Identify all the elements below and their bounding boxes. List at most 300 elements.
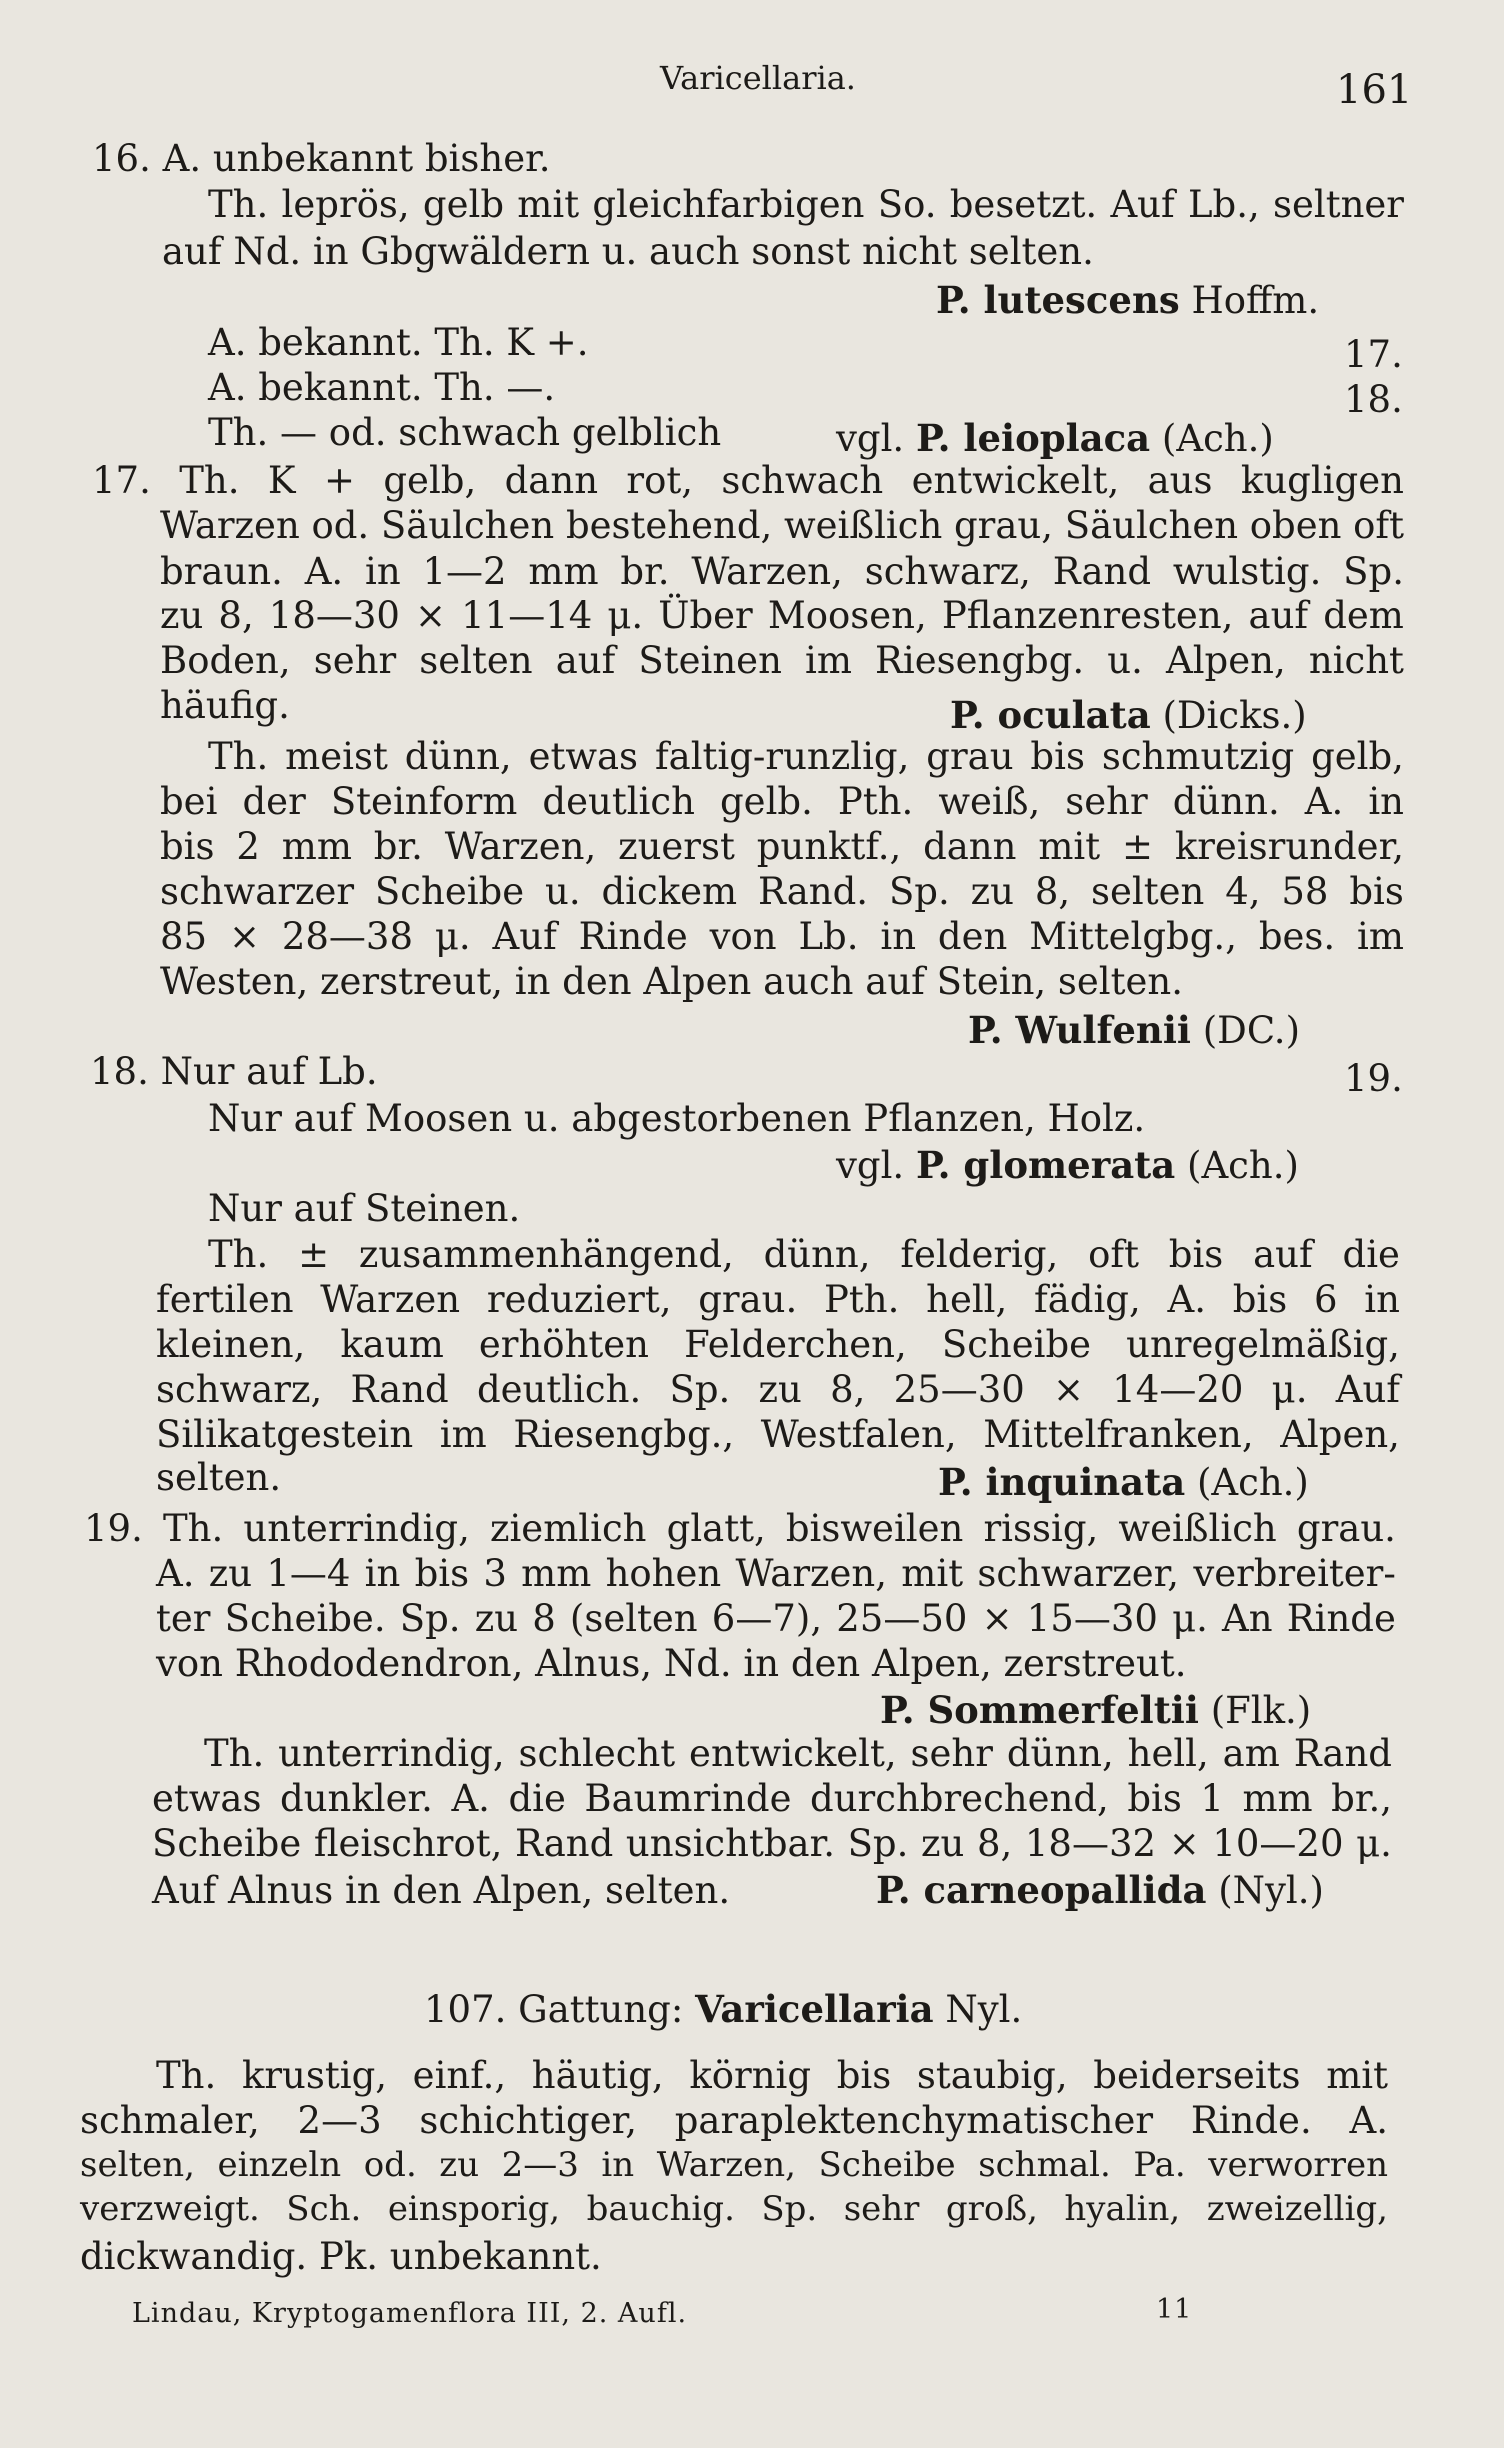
word: μ. [434, 915, 471, 958]
word: 8, [218, 594, 254, 637]
word: auf [1253, 1233, 1313, 1276]
word: Warzen, [444, 825, 597, 868]
word: einsporig, [387, 2189, 561, 2229]
word: oben [1249, 504, 1342, 547]
text-line [160, 594, 1404, 637]
word: × [981, 1597, 1013, 1640]
word: zuerst [618, 825, 735, 868]
word: Rand [515, 1822, 614, 1865]
word: die [508, 1777, 566, 1820]
word: punktf., [756, 825, 902, 868]
word: Felderchen, [684, 1323, 907, 1366]
word: × [1053, 1368, 1085, 1411]
word: od. [311, 504, 370, 547]
word: Moosen, [767, 594, 927, 637]
word: u. [1107, 639, 1143, 682]
word: gleichfarbigen [592, 183, 865, 226]
word: dünn, [1006, 1732, 1114, 1775]
word: A. [451, 1777, 490, 1820]
word: oft [1088, 1233, 1139, 1276]
word: durchbrechend, [810, 1777, 1109, 1820]
word: Mittelgbg., [1029, 915, 1237, 958]
key-line-19 [84, 1507, 1396, 1550]
word: 25—30 [893, 1368, 1025, 1411]
word: paraplektenchymatischer [674, 2099, 1154, 2142]
word: (selten [569, 1597, 698, 1640]
word: 8, [830, 1368, 866, 1411]
text-line: Westen, zerstreut, in den Alpen auch auf Stein, selten. [160, 960, 1183, 1003]
word: mit [1326, 2054, 1388, 2097]
text-line [156, 1278, 1400, 1321]
word: bis [1030, 735, 1085, 778]
word: zusammenhängend, [358, 1233, 734, 1276]
species-name: P. oculata [950, 693, 1151, 737]
word: Säulchen [1064, 504, 1239, 547]
word: oft [1353, 504, 1404, 547]
word: auf [1248, 594, 1309, 637]
species-line [836, 1143, 1299, 1187]
word: in [1364, 1278, 1400, 1321]
species-author: (Flk.) [1210, 1689, 1312, 1732]
word: bis [160, 825, 215, 868]
word: groß, [945, 2189, 1038, 2229]
word: Über [658, 594, 753, 637]
word: Sp. [761, 2189, 818, 2229]
key-ref: 19. [1344, 1057, 1403, 1100]
word: gelb, [1311, 735, 1404, 778]
word: mm [281, 825, 352, 868]
word: etwas [152, 1777, 262, 1820]
word: zu [208, 1552, 253, 1595]
word: Th. [208, 735, 269, 778]
word: Säulchen [380, 504, 555, 547]
word: hohen [605, 1552, 722, 1595]
word: zu [921, 1822, 965, 1865]
word: den [937, 915, 1008, 958]
word: von [709, 915, 777, 958]
word: A. [1349, 2099, 1388, 2142]
word: An [1222, 1597, 1273, 1640]
species-line [950, 693, 1307, 737]
word: zweizellig, [1206, 2189, 1388, 2229]
word: 18—30 [268, 594, 400, 637]
word: schwarz, [864, 550, 1031, 593]
text-line [160, 504, 1404, 547]
word: ter [156, 1597, 211, 1640]
word: schmal. [978, 2145, 1111, 2185]
text-line: von Rhododendron, Alnus, Nd. in den Alpen, zerstreut. [156, 1642, 1187, 1685]
word: 6—7), [711, 1597, 823, 1640]
word: am [1222, 1732, 1280, 1775]
word: Scheibe [818, 2145, 956, 2185]
word: × [1168, 1822, 1200, 1865]
word: Rinde [578, 915, 688, 958]
word: deutlich [542, 780, 695, 823]
text-line [156, 2054, 1388, 2097]
key-ref: 18. [1344, 378, 1403, 421]
word: Rinde [1286, 1597, 1396, 1640]
word: seltner [1272, 183, 1404, 226]
species-name: P. leioplaca [915, 416, 1151, 460]
section-heading [424, 1987, 1023, 2031]
word: kugligen [1240, 459, 1404, 502]
word: unterrindig, [278, 1732, 505, 1775]
word: in [365, 550, 401, 593]
word: Silikatgestein [156, 1413, 414, 1456]
word: Steinform [330, 780, 518, 823]
species-line [880, 1688, 1312, 1732]
word: schmaler, [80, 2099, 260, 2142]
word: Warzen [160, 504, 300, 547]
word: aus [1147, 459, 1213, 502]
word: 1—4 [266, 1552, 351, 1595]
word: hell, [926, 1278, 1008, 1321]
word: × [415, 594, 447, 637]
key-option: A. bekannt. Th. K +. [208, 321, 589, 364]
word: auf [555, 639, 616, 682]
word: grau [926, 735, 1014, 778]
page-number: 161 [1336, 67, 1413, 113]
word: Scheibe [374, 870, 525, 913]
word: ± [298, 1233, 330, 1276]
section-number: 107. Gattung: [424, 1988, 684, 2031]
word: weißlich [783, 504, 943, 547]
word: mm [528, 550, 599, 593]
text-line [208, 183, 1404, 226]
genus-name: Varicellaria [695, 1987, 934, 2031]
word: + [323, 459, 355, 502]
word: Sp. [1343, 550, 1404, 593]
species-line [876, 1868, 1324, 1912]
word: Sp. [888, 870, 950, 913]
word: Warzen [320, 1278, 461, 1321]
text-line [152, 1777, 1392, 1820]
word: schwach [721, 459, 884, 502]
word: zu [439, 2145, 480, 2185]
species-author: (Ach.) [1161, 417, 1274, 460]
word: bes. [1258, 915, 1336, 958]
word: verzweigt. [80, 2189, 260, 2229]
species-line [938, 1460, 1309, 1504]
word: Th. [179, 459, 240, 502]
species-name: P. Wulfenii [968, 1008, 1191, 1052]
word: 14—20 [1112, 1368, 1244, 1411]
word: zu [970, 870, 1014, 913]
word: 58 [1281, 870, 1329, 913]
species-name: P. carneopallida [876, 1868, 1207, 1912]
word: Warzen, [691, 550, 843, 593]
word: A. [1304, 780, 1344, 823]
word: Rinde. [1190, 2099, 1312, 2142]
word: dunkler. [280, 1777, 433, 1820]
running-header: Varicellaria. [660, 59, 856, 97]
word: weißlich [1118, 1507, 1277, 1550]
word: der [242, 780, 306, 823]
word: reduziert, [486, 1278, 672, 1321]
word: rot, [626, 459, 694, 502]
word: bis [1168, 1233, 1224, 1276]
word: Rand [1293, 1732, 1392, 1775]
word: Pa. [1133, 2145, 1186, 2185]
word: im [1357, 915, 1404, 958]
word: mit [517, 183, 580, 226]
word: leprös, [281, 183, 410, 226]
text-line [80, 2099, 1388, 2142]
word: Rand [350, 1368, 449, 1411]
word: grau. [1296, 1507, 1396, 1550]
key-ref: 17. [1344, 333, 1403, 376]
word: erhöhten [478, 1323, 649, 1366]
word: entwickelt, [911, 459, 1120, 502]
text-line: selten. [156, 1456, 282, 1499]
word: 6 [1313, 1278, 1338, 1321]
key-option: Nur auf Steinen. [208, 1187, 521, 1230]
word: felderig, [900, 1233, 1059, 1276]
word: Rand [1052, 550, 1152, 593]
word: sehr [843, 2189, 920, 2229]
species-name: P. inquinata [938, 1460, 1186, 1504]
word: Lb., [1187, 183, 1260, 226]
word: gelb. [719, 780, 813, 823]
word: So. [877, 183, 937, 226]
species-author: (DC.) [1202, 1009, 1301, 1052]
word: Mittelfranken, [983, 1413, 1254, 1456]
word: kleinen, [156, 1323, 306, 1366]
word: 4, [1225, 870, 1261, 913]
signature-mark: 11 [1156, 2294, 1193, 2325]
word: Steinen [638, 639, 782, 682]
word: schwarz, [156, 1368, 323, 1411]
species-author: (Nyl.) [1218, 1869, 1324, 1912]
word: 18—32 [1024, 1822, 1157, 1865]
word: im [439, 1413, 487, 1456]
word: A. [156, 1552, 195, 1595]
word: verworren [1208, 2145, 1388, 2185]
word: Scheibe [941, 1323, 1092, 1366]
word: Th. [162, 1507, 224, 1550]
text-line [160, 825, 1404, 868]
species-author: (Dicks.) [1162, 694, 1307, 737]
text-line [160, 639, 1404, 682]
text-line [160, 915, 1404, 958]
species-line [968, 1008, 1301, 1052]
compare-label: vgl. [836, 1144, 905, 1187]
species-line [836, 416, 1274, 460]
word: bestehend, [565, 504, 773, 547]
word: selten [1091, 870, 1205, 913]
word: 1—2 [422, 550, 507, 593]
word: sehr [313, 639, 397, 682]
word: die [1342, 1233, 1400, 1276]
text-line [160, 780, 1404, 823]
word: körnig [689, 2054, 812, 2097]
word: Alpen, [1280, 1413, 1400, 1456]
word: in [1368, 780, 1404, 823]
species-name: P. lutescens [936, 278, 1180, 322]
word: fleischrot, [313, 1822, 503, 1865]
word: mit [901, 1552, 964, 1595]
text-line [156, 1552, 1396, 1595]
word: ziemlich [489, 1507, 647, 1550]
key-line-16: 16. A. unbekannt bisher. [92, 137, 551, 180]
text-line: häufig. [160, 684, 290, 727]
word: mm [1242, 1777, 1313, 1820]
word: besetzt. [949, 183, 1098, 226]
word: μ. [1172, 1597, 1208, 1640]
word: sehr [1065, 780, 1148, 823]
word: 10—20 [1212, 1822, 1344, 1865]
word: gelb [422, 183, 505, 226]
word: selten, [80, 2145, 195, 2185]
species-name: P. Sommerfeltii [880, 1688, 1199, 1732]
word: dickem [601, 870, 738, 913]
word: krustig, [241, 2054, 388, 2097]
word: 1 [1200, 1777, 1224, 1820]
word: Auf [1335, 1368, 1400, 1411]
text-line [156, 1597, 1396, 1640]
word: Sch. [286, 2189, 362, 2229]
text-line [204, 1732, 1392, 1775]
word: 8, [976, 1822, 1013, 1865]
word: zu [474, 1597, 519, 1640]
word: 85 [160, 915, 208, 958]
word: häutig, [531, 2054, 664, 2097]
word: rissig, [983, 1507, 1099, 1550]
word: 8 [532, 1597, 556, 1640]
word: br. [373, 825, 423, 868]
word: im [805, 639, 852, 682]
word: K [267, 459, 296, 502]
species-line [936, 278, 1320, 322]
word: Baumrinde [584, 1777, 792, 1820]
word: unregelmäßig, [1126, 1323, 1400, 1366]
word: selten [419, 639, 533, 682]
word: Warzen, [735, 1552, 888, 1595]
word: Auf [1110, 183, 1175, 226]
word: 28—38 [281, 915, 413, 958]
word: bis [1349, 870, 1404, 913]
text-line: Auf Alnus in den Alpen, selten. [152, 1869, 731, 1912]
word: schmutzig [1101, 735, 1295, 778]
word: Th. [156, 2054, 217, 2097]
word: Th. [208, 1233, 269, 1276]
word: in [880, 915, 917, 958]
word: grau, [954, 504, 1054, 547]
word: schichtiger, [419, 2099, 637, 2142]
word: grau. [698, 1278, 798, 1321]
word: kaum [340, 1323, 444, 1366]
compare-label: vgl. [836, 417, 905, 460]
word: μ. [1271, 1368, 1308, 1411]
word: dünn. [1172, 780, 1280, 823]
word: faltig-runzlig, [654, 735, 910, 778]
word: Warzen, [656, 2145, 796, 2185]
word: gelb, [383, 459, 477, 502]
text-line [208, 735, 1404, 778]
word: zu [160, 594, 204, 637]
word: 2—3 [297, 2099, 382, 2142]
text-line [208, 1233, 1400, 1276]
species-author: (Ach.) [1196, 1461, 1309, 1504]
word: Sp. [847, 1822, 909, 1865]
text-line [160, 870, 1404, 913]
word: Riesengbg. [875, 639, 1085, 682]
word: meist [285, 735, 388, 778]
word: dann [504, 459, 599, 502]
word: ± [1121, 825, 1153, 868]
word: staubig, [916, 2054, 1068, 2097]
word: weiß, [938, 780, 1041, 823]
word: zu [758, 1368, 802, 1411]
word: br. [620, 550, 670, 593]
word: 3 [483, 1552, 507, 1595]
key-line-18: 18. Nur auf Lb. [90, 1050, 378, 1093]
word: Alpen, [1165, 639, 1286, 682]
word: u. [545, 870, 581, 913]
word: glatt, [666, 1507, 766, 1550]
word: A. [1167, 1278, 1206, 1321]
word: bisweilen [785, 1507, 964, 1550]
genus-author: Nyl. [945, 1988, 1023, 2031]
word: Th. [208, 183, 269, 226]
word: Lb. [798, 915, 859, 958]
word: bis [1232, 1278, 1288, 1321]
word: dünn, [404, 735, 512, 778]
word: hell, [1127, 1732, 1209, 1775]
word: mm [521, 1552, 592, 1595]
word: nicht [1308, 639, 1404, 682]
text-line [160, 550, 1404, 593]
word: dann [923, 825, 1017, 868]
word: 2 [236, 825, 260, 868]
word: in [364, 1552, 401, 1595]
text-line [80, 2189, 1388, 2229]
word: μ. [607, 594, 644, 637]
word: Auf [492, 915, 557, 958]
word: unterrindig, [243, 1507, 470, 1550]
word: schlecht [518, 1732, 676, 1775]
word: × [228, 915, 260, 958]
word: schwarzer, [977, 1552, 1180, 1595]
text-line [80, 2145, 1388, 2185]
word: etwas [528, 735, 639, 778]
word: unsichtbar. [625, 1822, 835, 1865]
word: Sp. [669, 1368, 731, 1411]
species-name: P. glomerata [915, 1143, 1176, 1187]
word: mit [1038, 825, 1101, 868]
word: Scheibe [152, 1822, 302, 1865]
word: Boden, [160, 639, 291, 682]
key-option: Th. — od. schwach gelblich [208, 411, 722, 454]
word: braun. [160, 550, 283, 593]
word: Westfalen, [760, 1413, 957, 1456]
word: Sp. [399, 1597, 461, 1640]
word: od. [363, 2145, 417, 2185]
word: 25—50 [836, 1597, 968, 1640]
word: hyalin, [1064, 2189, 1181, 2229]
word: beiderseits [1093, 2054, 1301, 2097]
word: Scheibe. [224, 1597, 386, 1640]
word: fertilen [156, 1278, 294, 1321]
word: 19. [84, 1507, 143, 1550]
word: 17. [92, 459, 151, 502]
word: entwickelt, [689, 1732, 897, 1775]
word: wulstig. [1172, 550, 1322, 593]
footer-source: Lindau, Kryptogamenflora III, 2. Aufl. [132, 2298, 688, 2329]
text-line [152, 1822, 1392, 1865]
word: Pth. [837, 780, 914, 823]
word: dünn, [763, 1233, 871, 1276]
